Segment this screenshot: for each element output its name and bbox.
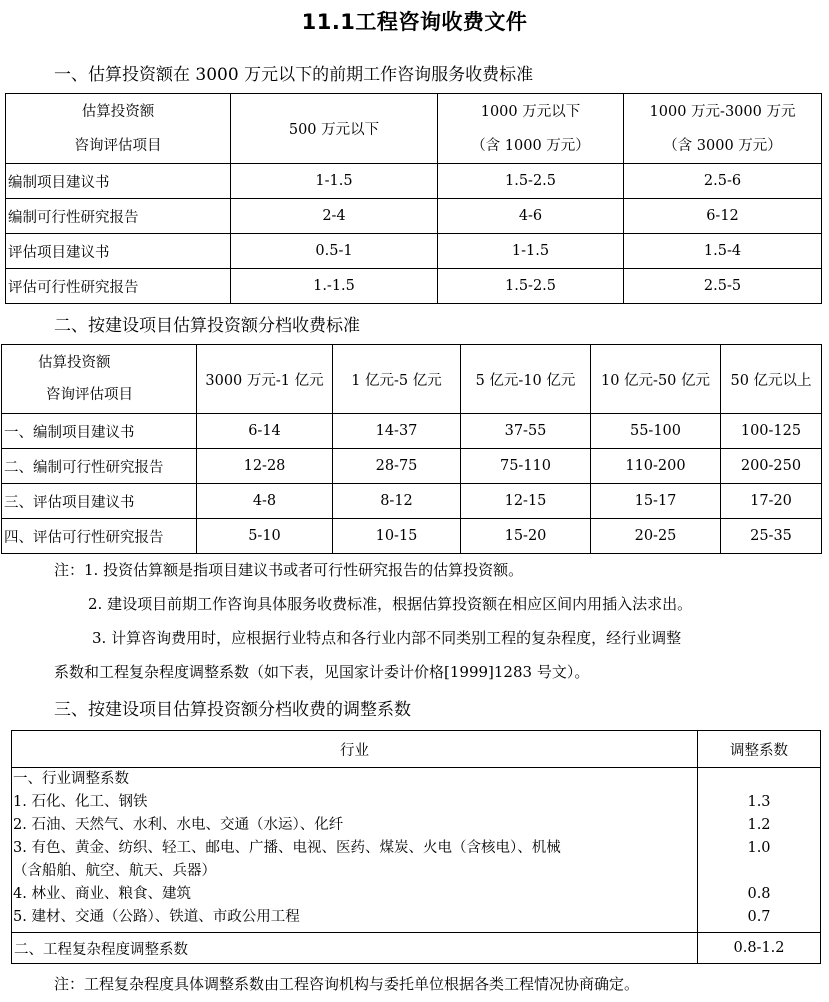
list-item: 5. 建材、交通（公路）、铁道、市政公用工程 [13, 909, 300, 925]
table-cell: 100-125 [721, 414, 822, 449]
corner-top: 估算投资额 [81, 103, 155, 120]
table-row [6, 199, 822, 234]
table-cell: 25-35 [721, 519, 822, 554]
table-cell: 1-1.5 [231, 164, 438, 199]
table-cell: 75-110 [461, 449, 591, 484]
row-label: 四、评估可行性研究报告 [2, 519, 197, 554]
table-row [2, 519, 822, 554]
table-cell: 4-6 [438, 199, 624, 234]
table-row [2, 449, 822, 484]
col-header-bottom: （含 3000 万元） [663, 137, 782, 154]
col-header: 5 亿元-10 亿元 [461, 345, 591, 414]
table-row [6, 164, 822, 199]
table-row [2, 414, 822, 449]
col-header: 10 亿元-50 亿元 [591, 345, 721, 414]
group-title: 二、工程复杂程度调整系数 [12, 933, 698, 964]
coefficient-value: 0.8-1.2 [698, 933, 821, 964]
table-cell: 2-4 [231, 199, 438, 234]
coefficient-value [698, 860, 820, 883]
table-cell: 12-15 [461, 484, 591, 519]
row-label: 三、评估项目建议书 [2, 484, 197, 519]
footnote: 注：工程复杂程度具体调整系数由工程咨询机构与委托单位根据各类工程情况协商确定。 [54, 975, 640, 993]
corner-header [2, 345, 197, 414]
table-cell: 15-20 [461, 519, 591, 554]
table-cell: 2.5-6 [624, 164, 822, 199]
corner-top: 估算投资额 [38, 355, 111, 371]
table-cell: 6-14 [197, 414, 333, 449]
section3-heading: 三、按建设项目估算投资额分档收费的调整系数 [54, 700, 411, 720]
page-title: 11.1工程咨询收费文件 [301, 10, 528, 34]
section2-heading: 二、按建设项目估算投资额分档收费标准 [54, 316, 360, 336]
table-cell: 8-12 [333, 484, 461, 519]
table-cell: 2.5-5 [624, 269, 822, 304]
col-header-bottom: （含 1000 万元） [471, 137, 590, 154]
note-1: 注：1. 投资估算额是指项目建议书或者可行性研究报告的估算投资额。 [54, 561, 524, 579]
corner-bottom: 咨询评估项目 [74, 137, 162, 154]
table-row [6, 269, 822, 304]
row-label: 评估项目建议书 [6, 234, 231, 269]
table-cell: 20-25 [591, 519, 721, 554]
col-header-coefficient: 调整系数 [698, 731, 821, 768]
note-3b: 系数和工程复杂程度调整系数（如下表，见国家计委计价格[1999]1283 号文）。 [54, 663, 590, 681]
list-item: （含船舶、航空、航天、兵器） [13, 863, 216, 879]
col-header: 500 万元以下 [231, 94, 438, 164]
table-cell: 1.5-4 [624, 234, 822, 269]
col-header-top: 1000 万元-3000 万元 [649, 103, 796, 120]
col-header [438, 94, 624, 164]
note-2: 2. 建设项目前期工作咨询具体服务收费标准，根据估算投资额在相应区间内用插入法求出。 [88, 595, 693, 613]
fee-table-under-3000 [5, 93, 822, 304]
row-label: 编制可行性研究报告 [6, 199, 231, 234]
table-cell: 12-28 [197, 449, 333, 484]
col-header [624, 94, 822, 164]
group-title: 一、行业调整系数 [13, 771, 129, 787]
corner-bottom: 咨询评估项目 [46, 387, 133, 403]
list-item: 1. 石化、化工、钢铁 [13, 794, 148, 810]
table-cell: 1.-1.5 [231, 269, 438, 304]
coefficient-list-cell [698, 768, 821, 933]
col-header: 1 亿元-5 亿元 [333, 345, 461, 414]
table-cell: 28-75 [333, 449, 461, 484]
coefficient-value: 1.2 [747, 817, 771, 833]
list-item: 3. 有色、黄金、纺织、轻工、邮电、广播、电视、医药、煤炭、火电（含核电）、机械 [13, 840, 561, 856]
table-cell: 17-20 [721, 484, 822, 519]
corner-header [6, 94, 231, 164]
fee-table-by-investment [1, 344, 822, 554]
table-row [6, 234, 822, 269]
table-cell: 55-100 [591, 414, 721, 449]
row-label: 编制项目建议书 [6, 164, 231, 199]
coefficient-value: 0.8 [747, 886, 771, 902]
table-row [2, 484, 822, 519]
row-label: 一、编制项目建议书 [2, 414, 197, 449]
section1-heading: 一、估算投资额在 3000 万元以下的前期工作咨询服务收费标准 [54, 65, 534, 85]
adjustment-coefficient-table [11, 730, 821, 964]
table-cell: 37-55 [461, 414, 591, 449]
col-header: 3000 万元-1 亿元 [197, 345, 333, 414]
industry-list-cell [12, 768, 698, 933]
row-label: 二、编制可行性研究报告 [2, 449, 197, 484]
table-cell: 1.5-2.5 [438, 164, 624, 199]
table-cell: 14-37 [333, 414, 461, 449]
note-3a: 3. 计算咨询费用时，应根据行业特点和各行业内部不同类别工程的复杂程度，经行业调整 [92, 629, 682, 647]
list-item: 2. 石油、天然气、水利、水电、交通（水运）、化纤 [13, 817, 344, 833]
coefficient-value: 1.3 [747, 794, 771, 810]
col-header-top: 1000 万元以下 [480, 103, 581, 120]
table-cell: 4-8 [197, 484, 333, 519]
col-header: 50 亿元以上 [721, 345, 822, 414]
coefficient-value: 1.0 [747, 840, 771, 856]
coefficient-value: 0.7 [747, 909, 771, 925]
table-cell: 5-10 [197, 519, 333, 554]
col-header-industry: 行业 [12, 731, 698, 768]
list-item: 4. 林业、商业、粮食、建筑 [13, 886, 191, 902]
table-cell: 0.5-1 [231, 234, 438, 269]
table-cell: 6-12 [624, 199, 822, 234]
table-cell: 15-17 [591, 484, 721, 519]
table-cell: 10-15 [333, 519, 461, 554]
row-label: 评估可行性研究报告 [6, 269, 231, 304]
table-cell: 1-1.5 [438, 234, 624, 269]
table-cell: 200-250 [721, 449, 822, 484]
table-cell: 110-200 [591, 449, 721, 484]
table-cell: 1.5-2.5 [438, 269, 624, 304]
